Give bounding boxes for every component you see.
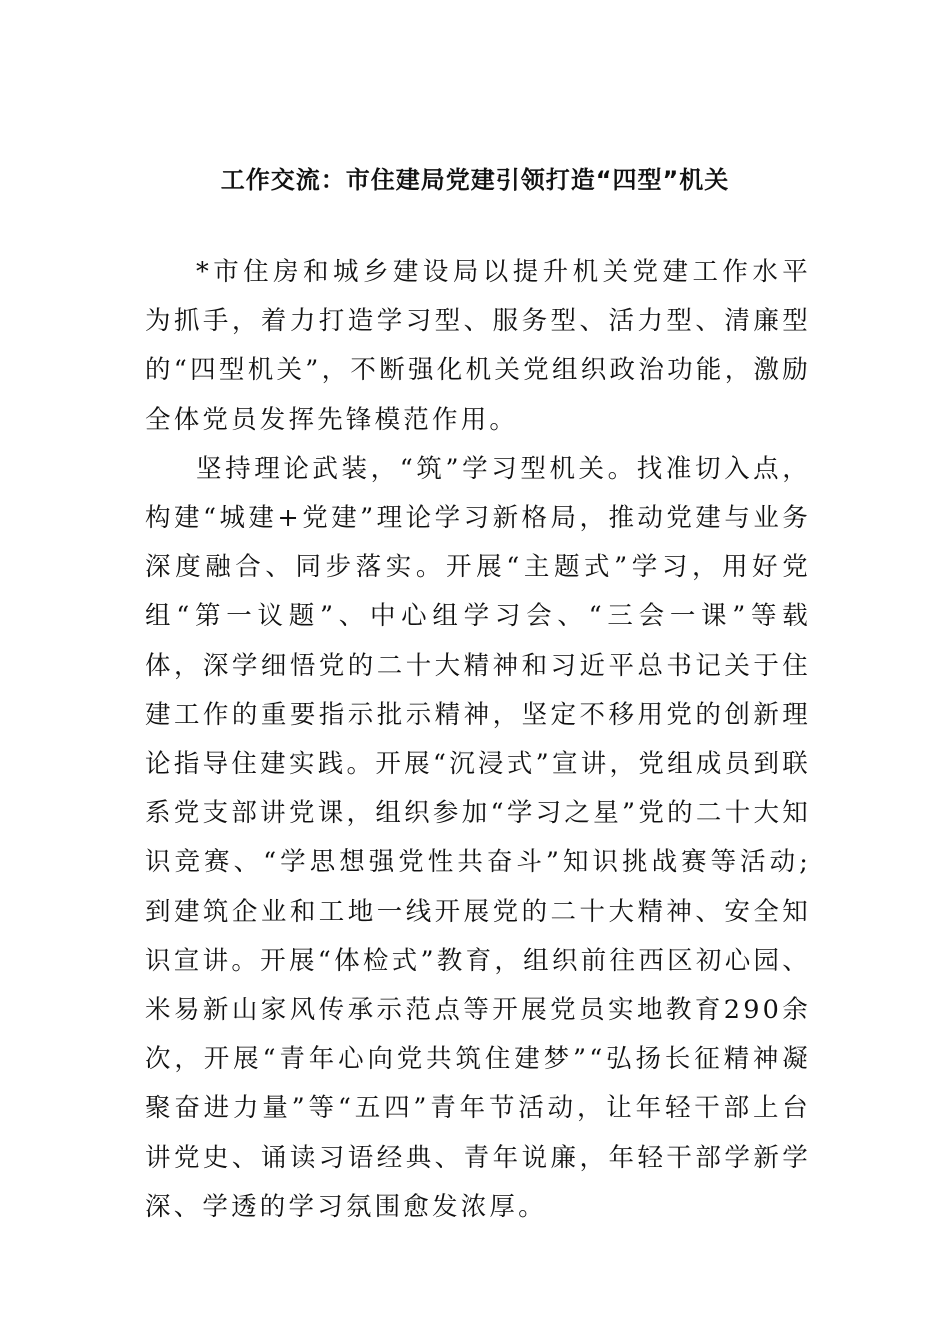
document-title: 工作交流：市住建局党建引领打造“四型”机关	[220, 166, 730, 194]
document-body	[145, 248, 811, 1232]
paragraph-intro: *市住房和城乡建设局以提升机关党建工作水平为抓手，着力打造学习型、服务型、活力型、清廉型的“四型机关”，不断强化机关党组织政治功能，激励全体党员发挥先锋模范作用。	[145, 257, 811, 435]
paragraph-learning-organ: 坚持理论武装，“筑”学习型机关。找准切入点，构建“城建+党建”理论学习新格局，推动党建与业务深度融合、同步落实。开展“主题式”学习，用好党组“第一议题”、中心组学习会、“三会一课”等载体，深学细悟党的二十大精神和习近平总书记关于住建工作的重要指示批示精神，坚定不移用党的创新理论指导住建实践。开展“沉浸式”宣讲，党组成员到联系党支部讲党课，组织参加“学习之星”党的二十大知识竞赛、“学思想强党性共奋斗”知识挑战赛等活动;到建筑企业和工地一线开展党的二十大精神、安全知识宣讲。开展“体检式”教育，组织前往西区初心园、米易新山家风传承示范点等开展党员实地教育290余次，开展“青年心向党共筑住建梦”“弘扬长征精神凝聚奋进力量”等“五四”青年节活动，让年轻干部上台讲党史、诵读习语经典、青年说廉，年轻干部学新学深、学透的学习氛围愈发浓厚。	[145, 453, 811, 1222]
